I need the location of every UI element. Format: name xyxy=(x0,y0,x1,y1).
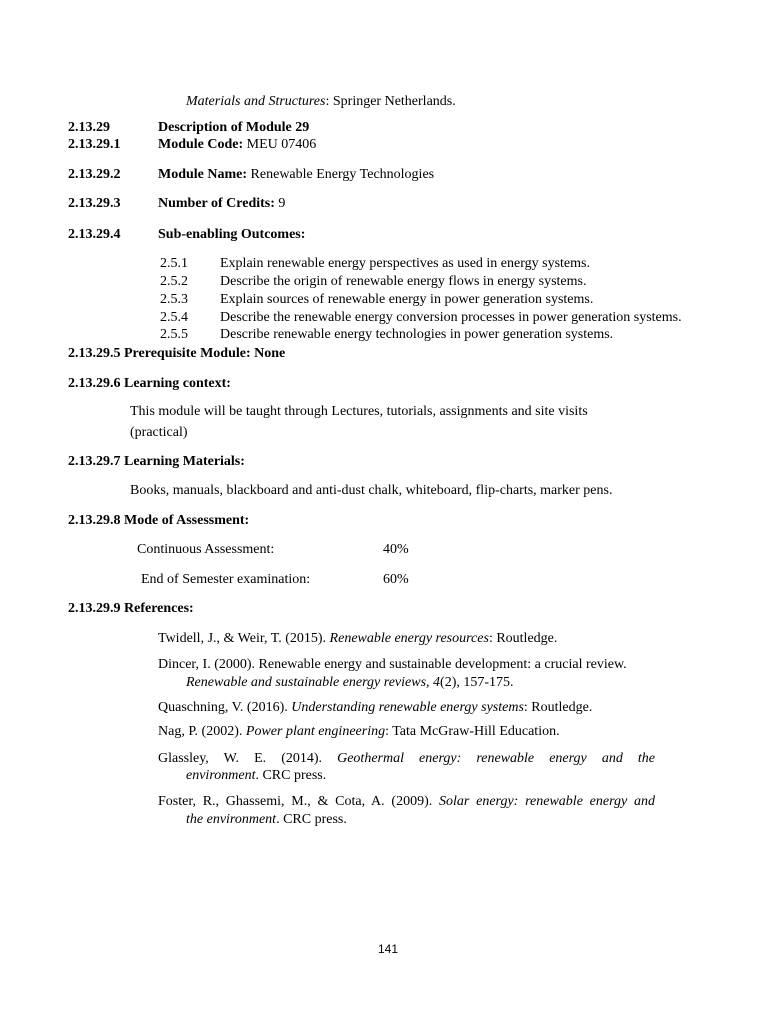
reference-title: environment xyxy=(186,768,256,783)
reference-authors: Foster, R., Ghassemi, M., & Cota, A. (2009). xyxy=(158,794,440,809)
reference-continuation xyxy=(186,94,456,110)
references-heading: 2.13.29.9 References: xyxy=(68,601,194,616)
reference-item xyxy=(158,751,655,767)
reference-title: Renewable energy resources xyxy=(329,631,489,646)
continuation-journal: Materials and Structures xyxy=(186,94,326,109)
credits-line xyxy=(158,196,285,212)
section-number-outcomes: 2.13.29.4 xyxy=(68,227,121,242)
learning-materials-heading: 2.13.29.7 Learning Materials: xyxy=(68,454,245,469)
section-number-desc: 2.13.29 xyxy=(68,120,110,135)
reference-title: Power plant engineering xyxy=(245,724,386,739)
section-number-name: 2.13.29.2 xyxy=(68,167,121,182)
reference-authors: Glassley, W. E. (2014). xyxy=(158,751,338,766)
continuation-publisher: : Springer Netherlands. xyxy=(325,94,456,109)
credits-label: Number of Credits: xyxy=(158,196,275,211)
assessment-value: 40% xyxy=(383,542,409,557)
reference-publisher: : Routledge. xyxy=(523,700,593,715)
reference-item-continuation xyxy=(186,675,514,691)
reference-authors: Nag, P. (2002). xyxy=(158,724,246,739)
reference-authors: Quaschning, V. (2016). xyxy=(158,700,292,715)
reference-item xyxy=(158,700,592,716)
module-code-label: Module Code: xyxy=(158,137,244,152)
reference-journal: Renewable and sustainable energy reviews, 4 xyxy=(186,675,441,690)
section-title-desc: Description of Module 29 xyxy=(158,120,310,135)
learning-materials-text: Books, manuals, blackboard and anti-dust chalk, whiteboard, flip-charts, marker pens. xyxy=(130,483,613,498)
reference-item xyxy=(158,794,655,810)
section-number-credits: 2.13.29.3 xyxy=(68,196,121,211)
module-code-value: MEU 07406 xyxy=(243,137,317,152)
reference-publisher: : Tata McGraw-Hill Education. xyxy=(385,724,560,739)
reference-publisher: . CRC press. xyxy=(255,768,327,783)
reference-item: Dincer, I. (2000). Renewable energy and sustainable development: a crucial review. xyxy=(158,657,627,672)
module-name-label: Module Name: xyxy=(158,167,248,182)
module-code-line xyxy=(158,137,316,153)
reference-publisher: : Routledge. xyxy=(488,631,558,646)
section-number-code: 2.13.29.1 xyxy=(68,137,121,152)
reference-item-continuation xyxy=(186,768,326,784)
reference-publisher: . CRC press. xyxy=(276,812,347,827)
assessment-value: 60% xyxy=(383,572,409,587)
reference-item xyxy=(158,631,557,647)
reference-title: the environment xyxy=(186,812,277,827)
outcome-number: 2.5.5 xyxy=(160,327,188,342)
outcome-number: 2.5.1 xyxy=(160,256,188,271)
learning-context-heading: 2.13.29.6 Learning context: xyxy=(68,376,231,391)
assessment-label: Continuous Assessment: xyxy=(137,542,275,557)
outcome-text: Describe the renewable energy conversion processes in power generation systems. xyxy=(220,310,682,325)
page-number: 141 xyxy=(378,942,399,956)
outcome-text: Describe renewable energy technologies in power generation systems. xyxy=(220,327,614,342)
module-name-value: Renewable Energy Technologies xyxy=(247,167,435,182)
module-name-line xyxy=(158,167,434,183)
outcomes-heading: Sub-enabling Outcomes: xyxy=(158,227,306,242)
outcome-number: 2.5.4 xyxy=(160,310,188,325)
reference-item xyxy=(158,724,560,740)
prerequisite-heading: 2.13.29.5 Prerequisite Module: None xyxy=(68,346,286,361)
reference-authors: Twidell, J., & Weir, T. (2015). xyxy=(158,631,330,646)
reference-item-continuation xyxy=(186,812,347,828)
credits-value: 9 xyxy=(274,196,286,211)
reference-title: Solar energy: renewable energy and xyxy=(439,794,655,809)
assessment-label: End of Semester examination: xyxy=(141,572,311,587)
outcome-text: Describe the origin of renewable energy flows in energy systems. xyxy=(220,274,587,289)
outcome-text: Explain sources of renewable energy in power generation systems. xyxy=(220,292,594,307)
learning-context-text: This module will be taught through Lectures, tutorials, assignments and site visits xyxy=(130,404,588,419)
outcome-text: Explain renewable energy perspectives as used in energy systems. xyxy=(220,256,590,271)
learning-context-text: (practical) xyxy=(130,425,188,440)
outcome-number: 2.5.2 xyxy=(160,274,188,289)
reference-title: Geothermal energy: renewable energy and the xyxy=(337,751,655,766)
outcome-number: 2.5.3 xyxy=(160,292,188,307)
reference-title: Understanding renewable energy systems xyxy=(291,700,524,715)
reference-issue: (2), 157-175. xyxy=(440,675,514,690)
assessment-heading: 2.13.29.8 Mode of Assessment: xyxy=(68,513,250,528)
